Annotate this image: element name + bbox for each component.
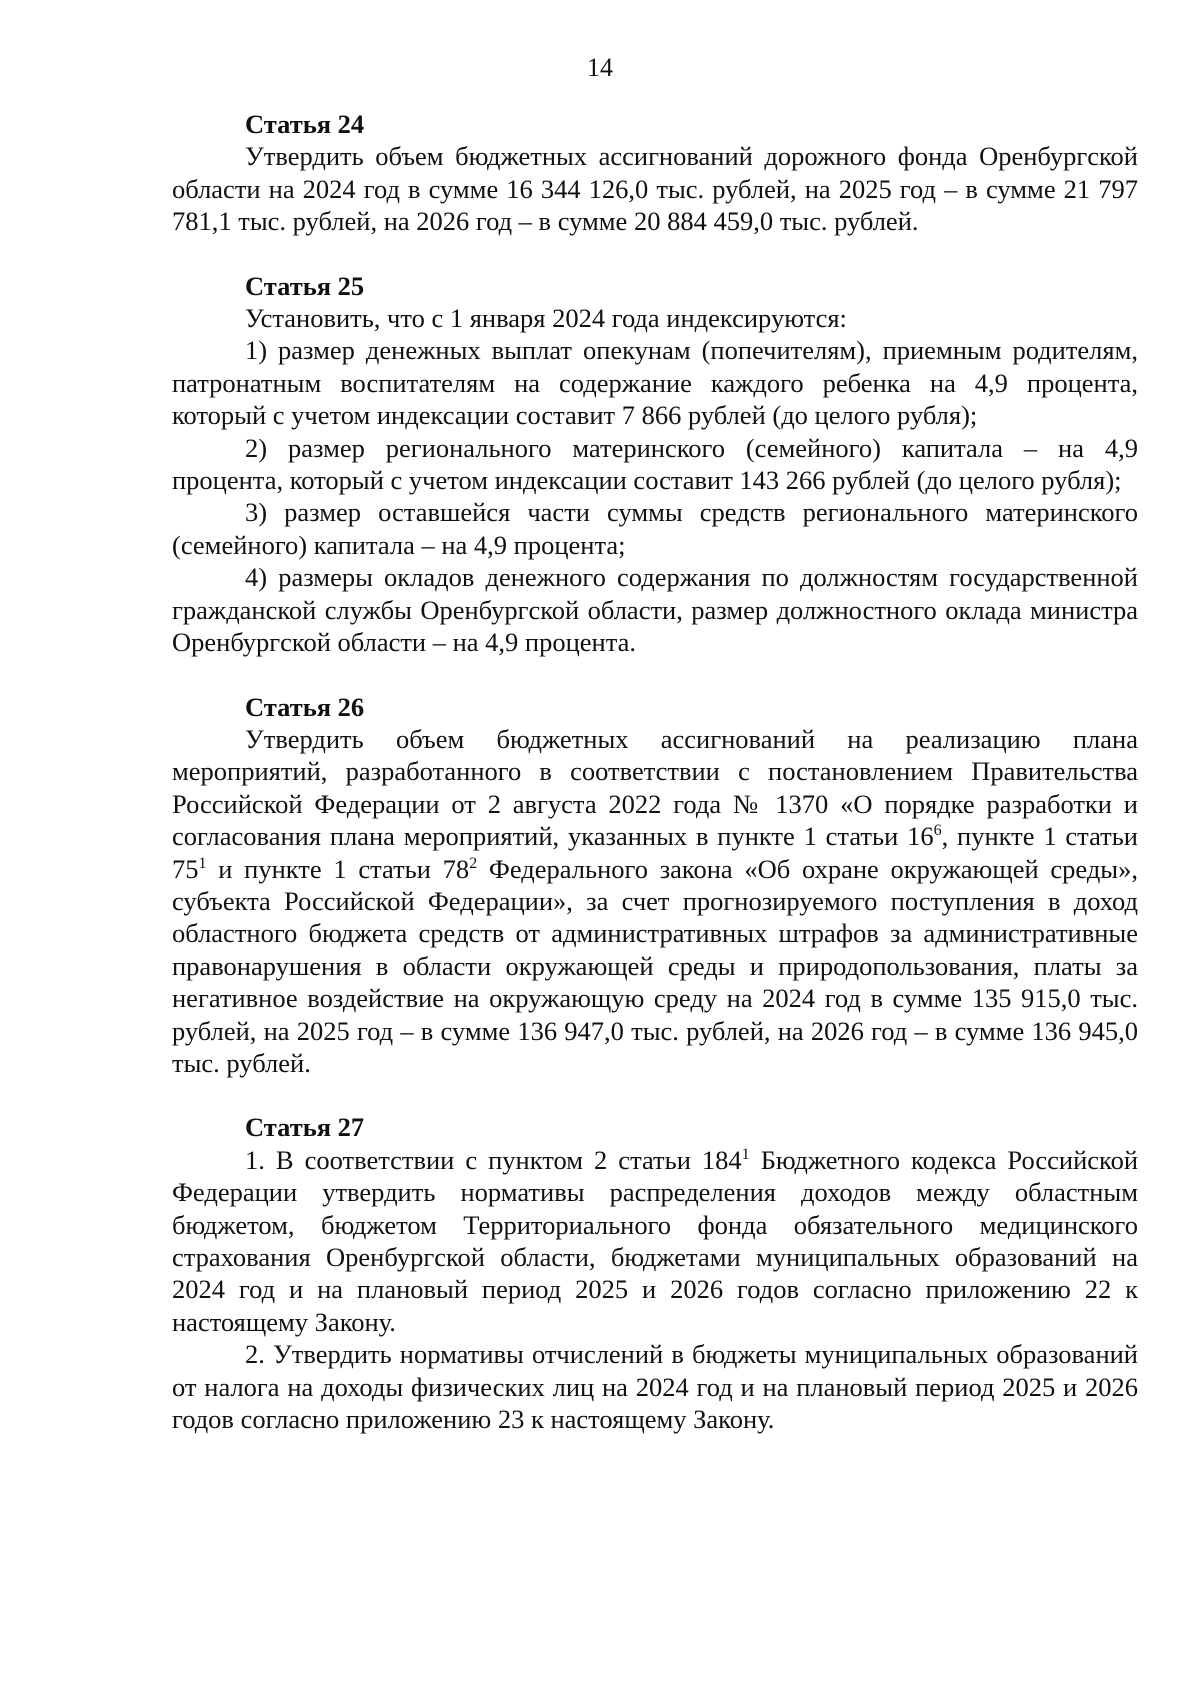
text-run: 1. В соответствии с пунктом 2 статьи 184	[245, 1144, 742, 1175]
superscript: 1	[741, 1145, 750, 1163]
article-paragraph	[172, 723, 1138, 1079]
article-paragraph: Установить, что с 1 января 2024 года индексируются:	[245, 303, 847, 334]
article-paragraph	[172, 1144, 1138, 1338]
article-paragraph: 2. Утвердить нормативы отчислений в бюджеты муниципальных образований от налога на доходы физических лиц на 2024 год и на плановый период 2025 и 2026 годов согласно приложению 23 к настоящему Закону.	[172, 1339, 1138, 1435]
article-27	[172, 1111, 1138, 1435]
text-run: Утвердить объем бюджетных ассигнований на реализацию плана мероприятий, разработанного в соответствии с постановлением Правительства Российской Федерации от 2 августа 2022 года № 1370 «О порядке разработки и согласования плана мероприятий, указанных в пункте 1 статьи 16	[172, 723, 1138, 852]
article-24	[172, 108, 1138, 238]
article-title: Статья 24	[245, 109, 365, 139]
list-item: 2) размер регионального материнского (семейного) капитала – на 4,9 процента, который с учетом индексации составит 143 266 рублей (до целого рубля);	[172, 432, 1138, 496]
list-item: 4) размеры окладов денежного содержания по должностям государственной гражданской службы Оренбургской области, размер должностного оклада министра Оренбургской области – на 4,9 процента.	[172, 562, 1138, 658]
superscript: 6	[933, 822, 942, 840]
list-item: 1) размер денежных выплат опекунам (попечителям), приемным родителям, патронатным воспитателям на содержание каждого ребенка на 4,9 процента, который с учетом индексации составит 7 866 рублей (до целого рубля);	[172, 335, 1138, 431]
page-number: 14	[587, 53, 613, 82]
text-run: Бюджетного кодекса Российской Федерации утвердить нормативы распределения доходов между областным бюджетом, бюджетом Территориального фонда обязательного медицинского страхования Оренбургской области, бюджетами муниципальных образований на 2024 год и на плановый период 2025 и 2026 годов согласно приложению 22 к настоящему Закону.	[172, 1144, 1138, 1337]
superscript: 2	[469, 854, 478, 872]
article-title: Статья 26	[245, 691, 365, 722]
article-26	[172, 691, 1138, 1080]
text-run: и пункте 1 статьи 78	[206, 853, 470, 884]
document-body	[172, 108, 1138, 1435]
superscript: 1	[198, 854, 207, 872]
article-25	[172, 270, 1138, 659]
article-title: Статья 27	[245, 1112, 365, 1143]
list-item: 3) размер оставшейся части суммы средств регионального материнского (семейного) капитала – на 4,9 процента;	[172, 497, 1138, 560]
text-run: , пункте 1 статьи 75	[172, 821, 1138, 884]
article-title: Статья 25	[245, 270, 365, 301]
article-paragraph: Утвердить объем бюджетных ассигнований дорожного фонда Оренбургской области на 2024 год в сумме 16 344 126,0 тыс. рублей, на 2025 год – в сумме 21 797 781,1 тыс. рублей, на 2026 год – в сумме 20 884 459,0 тыс. рублей.	[172, 141, 1138, 237]
text-run: Федерального закона «Об охране окружающей среды», субъекта Российской Федерации», за счет прогнозируемого поступления в доход областного бюджета средств от административных штрафов за административные правонарушения в области окружающей среды и природопользования, платы за негативное воздействие на окружающую среду на 2024 год в сумме 135 915,0 тыс. рублей, на 2025 год – в сумме 136 947,0 тыс. рублей, на 2026 год – в сумме 136 945,0 тыс. рублей.	[172, 853, 1138, 1078]
